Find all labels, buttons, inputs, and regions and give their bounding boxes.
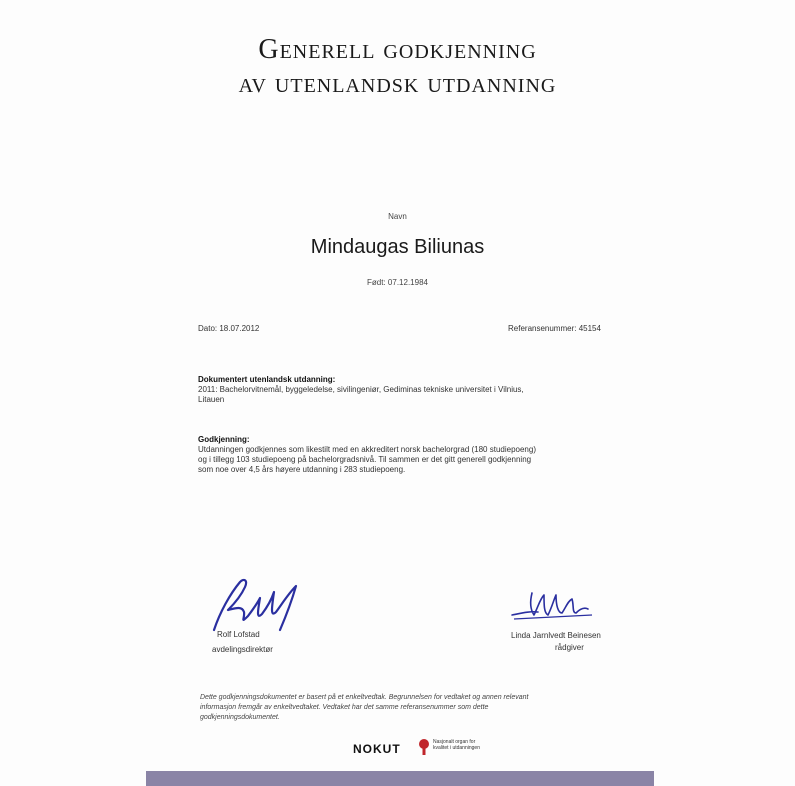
nokut-logo-text: NOKUT [353, 742, 401, 756]
document-title-line-1: Generell godkjenning [258, 34, 537, 65]
foreign-education-line: 2011: Bachelorvitnemål, byggeledelse, sivilingeniør, Gediminas tekniske universitet i Vilnius, [198, 385, 524, 394]
footer-note-line: godkjenningsdokumentet. [200, 714, 280, 721]
signatory-left-name: Rolf Lofstad [217, 630, 260, 639]
signature-right [508, 585, 598, 630]
footer-color-bar [146, 771, 654, 786]
document-title-line-2: av utenlandsk utdanning [238, 68, 557, 99]
foreign-education-line: Litauen [198, 395, 225, 404]
footer-note-line: informasjon fremgår av enkeltvedtaket. Vedtaket har det samme referansenummer som dette [200, 704, 489, 711]
approval-line: Utdanningen godkjennes som likestilt med en akkreditert norsk bachelorgrad (180 studiepoeng) [198, 445, 536, 454]
reference-number: Referansenummer: 45154 [508, 324, 601, 333]
signatory-right-title: rådgiver [555, 643, 584, 652]
nokut-logo-icon [417, 738, 431, 756]
issue-date: Dato: 18.07.2012 [198, 324, 260, 333]
approval-heading: Godkjenning: [198, 435, 250, 444]
foreign-education-section [198, 375, 648, 405]
foreign-education-heading: Dokumentert utenlandsk utdanning: [198, 375, 336, 384]
nokut-tagline-line: Nasjonalt organ for [433, 739, 476, 745]
birth-date: Født: 07.12.1984 [367, 278, 428, 287]
nokut-tagline [433, 739, 493, 751]
name-label: Navn [388, 212, 407, 221]
approval-line: og i tillegg 103 studiepoeng på bachelorgradsnivå. Til sammen er det gitt generell godkjenning [198, 455, 532, 464]
footer-note [200, 693, 620, 723]
footer-note-line: Dette godkjenningsdokumentet er basert på et enkeltvedtak. Begrunnelsen for vedtaket og annen relevant [200, 694, 529, 701]
approval-section [198, 435, 648, 475]
signatory-right-name: Linda Jarnlvedt Beinesen [511, 631, 601, 640]
nokut-tagline-line: kvalitet i utdanningen [433, 745, 480, 751]
holder-name: Mindaugas Biliunas [310, 236, 485, 258]
signatory-left-title: avdelingsdirektør [212, 645, 273, 654]
approval-line: som noe over 4,5 års høyere utdanning i 283 studiepoeng. [198, 465, 406, 474]
